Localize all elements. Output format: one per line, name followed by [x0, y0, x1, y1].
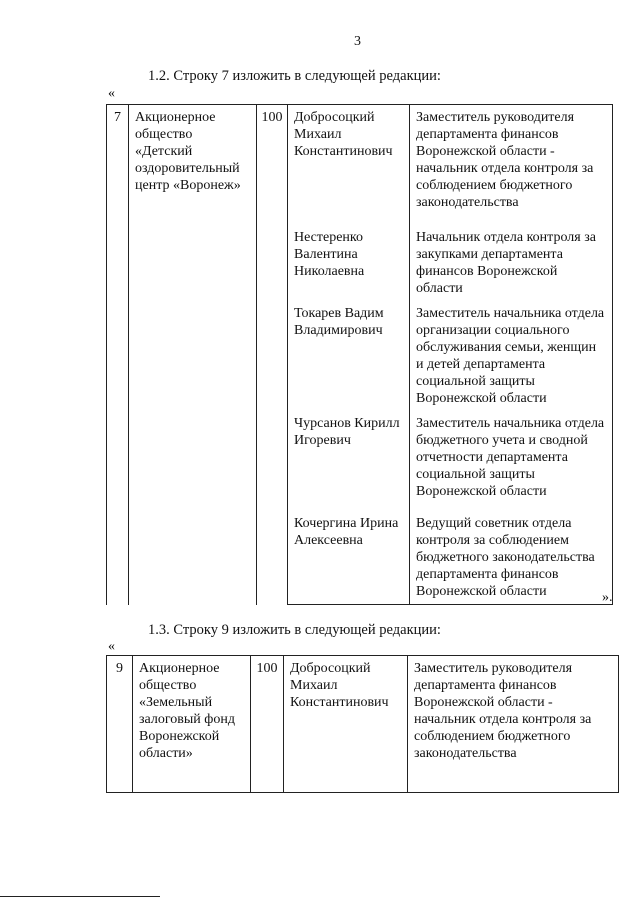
table-row-9: [106, 655, 619, 793]
table-row: [107, 656, 619, 793]
page-number: 3: [354, 34, 361, 49]
member-name: Добросоцкий Михаил Константинович: [288, 105, 410, 226]
organization-name: Акционерное общество «Детский оздоровительный центр «Воронеж»: [129, 105, 257, 605]
share-percent: 100: [251, 656, 284, 793]
section-1-2-heading: 1.2. Строку 7 изложить в следующей редакции:: [148, 68, 441, 84]
member-name: Токарев Вадим Владимирович: [288, 301, 410, 411]
row-number: 7: [107, 105, 129, 605]
member-name: Чурсанов Кирилл Игоревич: [288, 411, 410, 511]
member-position: Начальник отдела контроля за закупками департамента финансов Воронежской области: [410, 225, 613, 301]
member-position: Заместитель руководителя департамента финансов Воронежской области - начальник отдела контроля за соблюдением бюджетного законодательства: [408, 656, 619, 793]
row-number: 9: [107, 656, 133, 793]
section-1-3-heading: 1.3. Строку 9 изложить в следующей редакции:: [148, 622, 441, 638]
open-quote-1-3: «: [108, 639, 115, 654]
footnote-divider: [0, 896, 160, 897]
table-row: [107, 105, 613, 226]
member-name: Кочергина Ирина Алексеевна: [288, 511, 410, 605]
open-quote-1-2: «: [108, 86, 115, 101]
member-name: Нестеренко Валентина Николаевна: [288, 225, 410, 301]
close-quote-1-2: ».: [602, 590, 613, 605]
member-position: Заместитель руководителя департамента финансов Воронежской области - начальник отдела контроля за соблюдением бюджетного законодательства: [410, 105, 613, 226]
table-row-7: [106, 104, 613, 605]
organization-name: Акционерное общество «Земельный залоговый фонд Воронежской области»: [133, 656, 251, 793]
member-name: Добросоцкий Михаил Константинович: [284, 656, 408, 793]
member-position: Заместитель начальника отдела организации социального обслуживания семьи, женщин и детей департамента социальной защиты Воронежской области: [410, 301, 613, 411]
member-position: Ведущий советник отдела контроля за соблюдением бюджетного законодательства департамента финансов Воронежской области: [410, 511, 613, 605]
member-position: Заместитель начальника отдела бюджетного учета и сводной отчетности департамента социальной защиты Воронежской области: [410, 411, 613, 511]
share-percent: 100: [257, 105, 288, 605]
